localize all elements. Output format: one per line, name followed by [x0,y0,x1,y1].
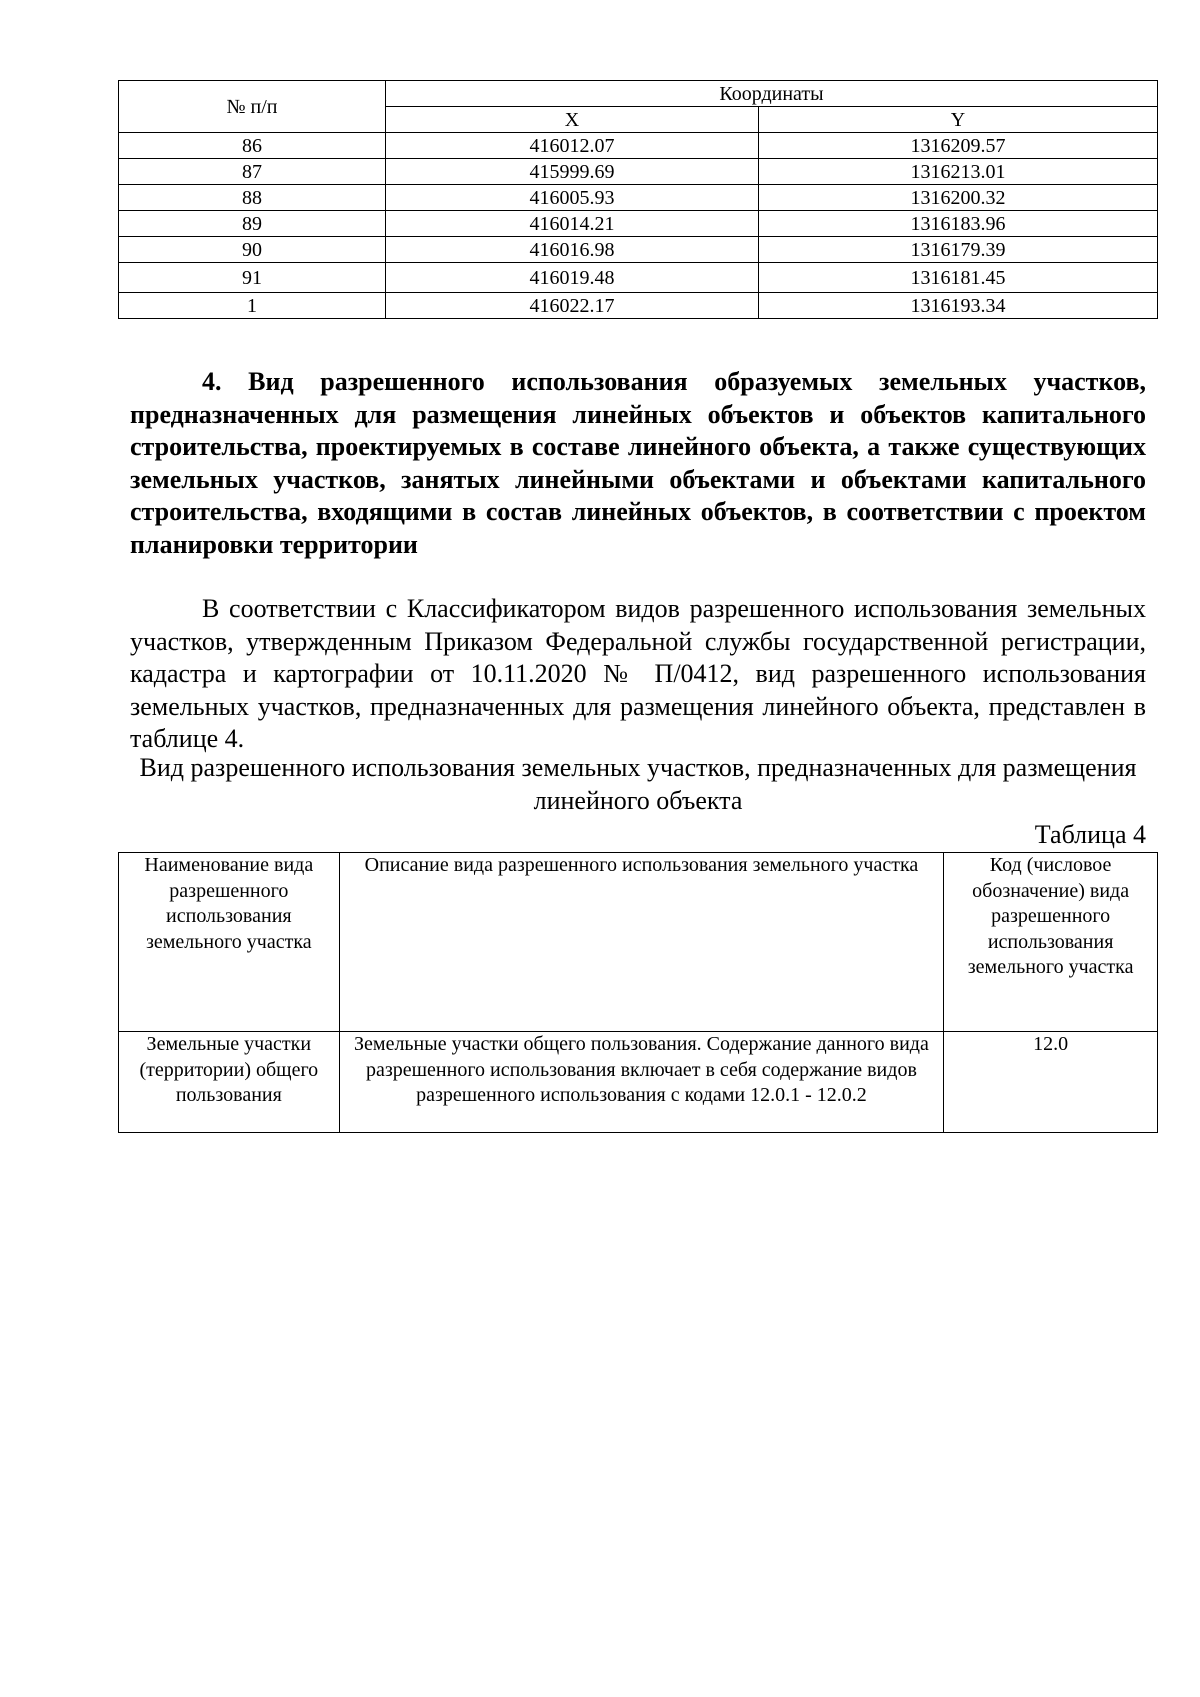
table-row [119,211,1158,237]
permitted-use-table [118,852,1158,1133]
cell-num: 90 [119,237,386,263]
table-row [119,263,1158,293]
table-caption: Вид разрешенного использования земельных участков, предназначенных для размещения линейного объекта [139,753,1137,815]
cell-num: 1 [119,293,386,319]
cell-x: 416016.98 [386,237,759,263]
cell-x: 416022.17 [386,293,759,319]
cell-use-code: 12.0 [944,1032,1158,1133]
cell-num: 89 [119,211,386,237]
cell-x: 416012.07 [386,133,759,159]
cell-y: 1316209.57 [759,133,1158,159]
cell-x: 416019.48 [386,263,759,293]
table-row [119,293,1158,319]
cell-x: 416014.21 [386,211,759,237]
table-number-label: Таблица 4 [1034,820,1146,849]
body-paragraph: В соответствии с Классификатором видов разрешенного использования земельных участков, утвержденным Приказом Федеральной службы государственной регистрации, кадастра и картографии от 10.11.2020 № П/0412, вид разрешенного использования земельных участков, предназначенных для размещения линейного объекта, представлен в таблице 4. [130,594,1146,754]
cell-y: 1316213.01 [759,159,1158,185]
header-x: X [386,107,759,133]
cell-y: 1316200.32 [759,185,1158,211]
cell-use-description: Земельные участки общего пользования. Содержание данного вида разрешенного использования включает в себя содержание видов разрешенного использования с кодами 12.0.1 - 12.0.2 [339,1032,944,1133]
cell-y: 1316179.39 [759,237,1158,263]
table-row [119,159,1158,185]
table-row [119,133,1158,159]
header-use-code: Код (числовое обозначение) вида разрешенного использования земельного участка [944,853,1158,1032]
coordinates-table [118,80,1158,319]
cell-y: 1316183.96 [759,211,1158,237]
cell-x: 416005.93 [386,185,759,211]
cell-y: 1316181.45 [759,263,1158,293]
cell-num: 87 [119,159,386,185]
header-coordinates: Координаты [386,81,1158,107]
table-row [119,185,1158,211]
cell-x: 415999.69 [386,159,759,185]
table-row [119,237,1158,263]
header-use-name: Наименование вида разрешенного использования земельного участка [119,853,340,1032]
header-y: Y [759,107,1158,133]
section-heading: 4. Вид разрешенного использования образуемых земельных участков, предназначенных для размещения линейных объектов и объектов капитального строительства, проектируемых в составе линейного объекта, а также существующих земельных участков, занятых линейными объектами и объектами капитального строительства, входящими в состав линейных объектов, в соответствии с проектом планировки территории [130,367,1146,559]
cell-use-name: Земельные участки (территории) общего пользования [119,1032,340,1133]
cell-num: 88 [119,185,386,211]
header-num: № п/п [119,81,386,133]
cell-num: 91 [119,263,386,293]
table-row [119,1032,1158,1133]
permitted-use-table-header-row [119,853,1158,1032]
coordinates-table-header-row [119,81,1158,107]
cell-y: 1316193.34 [759,293,1158,319]
header-use-description: Описание вида разрешенного использования земельного участка [339,853,944,1032]
cell-num: 86 [119,133,386,159]
